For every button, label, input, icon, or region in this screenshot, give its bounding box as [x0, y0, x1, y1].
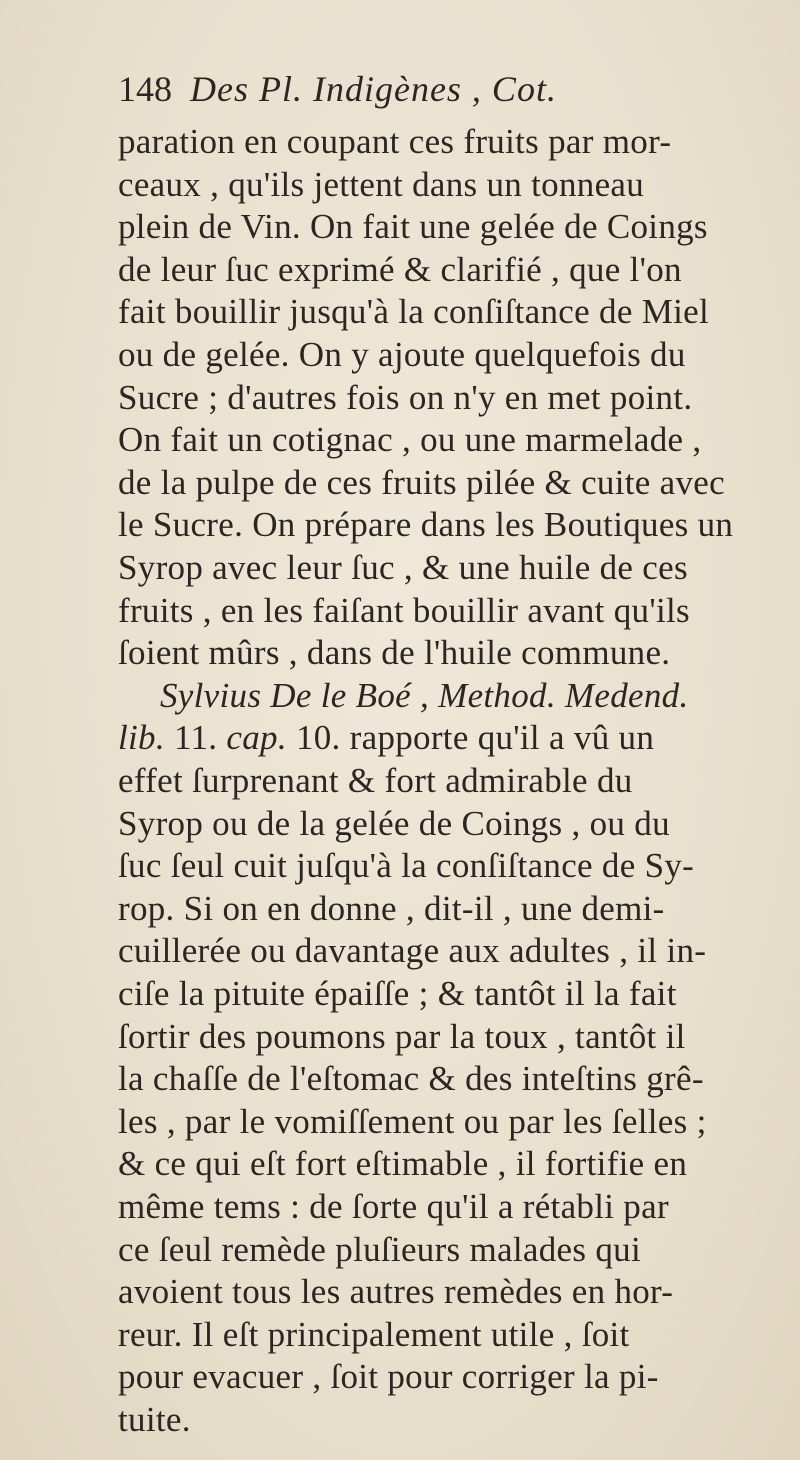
text-line: reur. Il eſt principalement utile , ſoit [118, 1314, 630, 1354]
text-line: Syrop avec leur ſuc , & une huile de ces [118, 548, 688, 587]
text-line: pour evacuer , ſoit pour corriger la pi- [118, 1357, 659, 1397]
text-line: ceaux , qu'ils jettent dans un tonneau [118, 164, 645, 204]
text-line: cuillerée ou davantage aux adultes , il in- [118, 931, 707, 971]
text-line: ſuc ſeul cuit juſqu'à la conſiſtance de Sy- [118, 846, 695, 886]
text-line: tuite. [118, 1400, 191, 1439]
citation-line: Sylvius De le Boé , Method. Medend. [160, 675, 689, 715]
citation-continuation: 10. rapporte qu'il a vû un [295, 718, 655, 758]
text-line: le Sucre. On prépare dans les Boutiques un [118, 505, 734, 545]
text-line: On fait un cotignac , ou une marmelade , [118, 420, 702, 460]
text-line: ſortir des poumons par la toux , tantôt il [118, 1016, 686, 1056]
text-line: ciſe la pituite épaiſſe ; & tantôt il la fait [118, 974, 677, 1013]
citation-lib: lib. [118, 718, 165, 758]
running-head [118, 66, 557, 112]
text-line: ou de gelée. On y ajoute quelquefois du [118, 335, 686, 374]
text-line: de la pulpe de ces fruits pilée & cuite avec [118, 462, 725, 502]
text-line: Sucre ; d'autres fois on n'y en met point. [118, 377, 693, 417]
text-line: paration en coupant ces fruits par mor- [118, 122, 672, 161]
text-line: ce ſeul remède pluſieurs malades qui [118, 1229, 641, 1269]
text-line: la chaſſe de l'eſtomac & des inteſtins grê- [118, 1059, 704, 1099]
text-line: même tems : de ſorte qu'il a rétabli par [118, 1187, 669, 1226]
citation-cap: cap. [226, 718, 287, 758]
text-line: Syrop ou de la gelée de Coings , ou du [118, 803, 670, 843]
text-line: les , par le vomiſſement ou par les ſelles ; [118, 1101, 707, 1141]
text-line: fruits , en les faiſant bouillir avant qu'ils [118, 590, 690, 630]
text-line: de leur ſuc exprimé & clarifié , que l'on [118, 249, 682, 289]
text-line: rop. Si on en donne , dit-il , une demi- [118, 888, 665, 928]
text-line: fait bouillir jusqu'à la conſiſtance de Miel [118, 292, 710, 332]
text-line: & ce qui eſt fort eſtimable , il fortifie en [118, 1144, 688, 1184]
text-line: effet ſurprenant & fort admirable du [118, 761, 633, 800]
text-line: plein de Vin. On fait une gelée de Coings [118, 207, 708, 247]
text-line: avoient tous les autres remèdes en hor- [118, 1272, 674, 1312]
citation-reference-line [118, 716, 654, 760]
citation-lib-number: 11. [173, 718, 218, 758]
running-title: Des Pl. Indigènes , Cot. [190, 69, 557, 109]
page-number: 148 [118, 69, 172, 109]
text-line: ſoient mûrs , dans de l'huile commune. [118, 633, 671, 673]
